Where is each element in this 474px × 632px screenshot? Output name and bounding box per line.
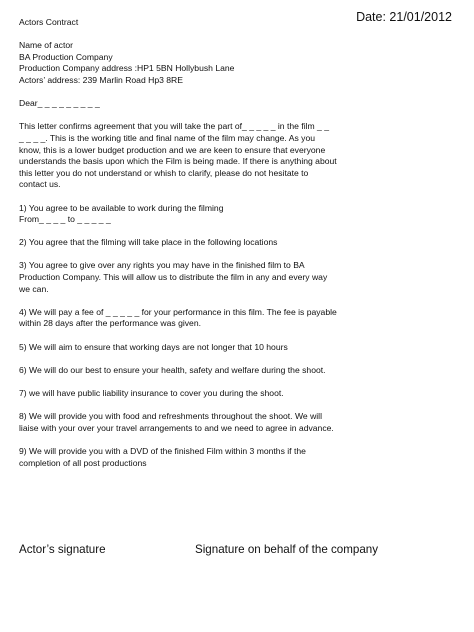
intro-line: understands the basis upon which the Film is being made. If there is anything about: [19, 156, 337, 167]
actor-signature-label: Actor’s signature: [19, 543, 106, 556]
contract-date: Date: 21/01/2012: [356, 10, 452, 24]
signature-row: [19, 543, 459, 559]
clause-line: 5) We will aim to ensure that working days are not longer that 10 hours: [19, 341, 288, 352]
clause-5: [19, 342, 447, 354]
clause-6: [19, 365, 447, 377]
clause-1: [19, 203, 447, 226]
clause-line: 8) We will provide you with food and refreshments throughout the shoot. We will: [19, 411, 323, 422]
company-signature-label: Signature on behalf of the company: [195, 543, 379, 556]
clause-line: completion of all post productions: [19, 457, 147, 468]
clause-line: 9) We will provide you with a DVD of the finished Film within 3 months if the: [19, 445, 306, 456]
clause-4: [19, 307, 447, 330]
clause-line: From_ _ _ _ to _ _ _ _ _: [19, 214, 111, 225]
intro-line: this letter you do not understand or whish to clarify, please do not hesitate to: [19, 167, 309, 178]
clause-line: 1) You agree to be available to work during the filming: [19, 202, 224, 213]
contract-body: [19, 17, 447, 469]
greeting: Dear_ _ _ _ _ _ _ _ _: [19, 98, 100, 109]
clause-3: [19, 260, 447, 295]
intro-paragraph: [19, 121, 447, 191]
clause-line: 6) We will do our best to ensure your health, safety and welfare during the shoot.: [19, 364, 326, 375]
clause-line: liaise with your over your travel arrangements to and we need to agree in advance.: [19, 422, 334, 433]
clause-line: within 28 days after the performance was given.: [19, 318, 201, 329]
intro-line: know, this is a lower budget production and we are keen to ensure that everyone: [19, 144, 326, 155]
clause-line: 4) We will pay a fee of _ _ _ _ _ for your performance in this film. The fee is payable: [19, 306, 337, 317]
clause-8: [19, 411, 447, 434]
clause-line: 3) You agree to give over any rights you may have in the finished film to BA: [19, 260, 305, 271]
clause-line: Production Company. This will allow us to distribute the film in any and every way: [19, 272, 328, 283]
clause-2: [19, 237, 447, 249]
clause-line: 2) You agree that the filming will take place in the following locations: [19, 237, 278, 248]
actor-name-line: Name of actor: [19, 40, 73, 51]
clause-7: [19, 388, 447, 400]
clause-9: [19, 446, 447, 469]
header-block: [19, 40, 447, 86]
clause-line: 7) we will have public liability insurance to cover you during the shoot.: [19, 388, 284, 398]
company-name-line: BA Production Company: [19, 51, 113, 62]
company-address-line: Production Company address :HP1 5BN Hollybush Lane: [19, 63, 235, 74]
clause-line: we can.: [19, 283, 49, 294]
actor-address-line: Actors’ address: 239 Marlin Road Hp3 8RE: [19, 74, 183, 85]
intro-line: _ _ _ _. This is the working title and final name of the film may change. As you: [19, 132, 316, 143]
intro-line: contact us.: [19, 179, 61, 190]
document-title: Actors Contract: [19, 17, 79, 27]
intro-line: This letter confirms agreement that you will take the part of_ _ _ _ _ in the film _ _: [19, 121, 330, 132]
